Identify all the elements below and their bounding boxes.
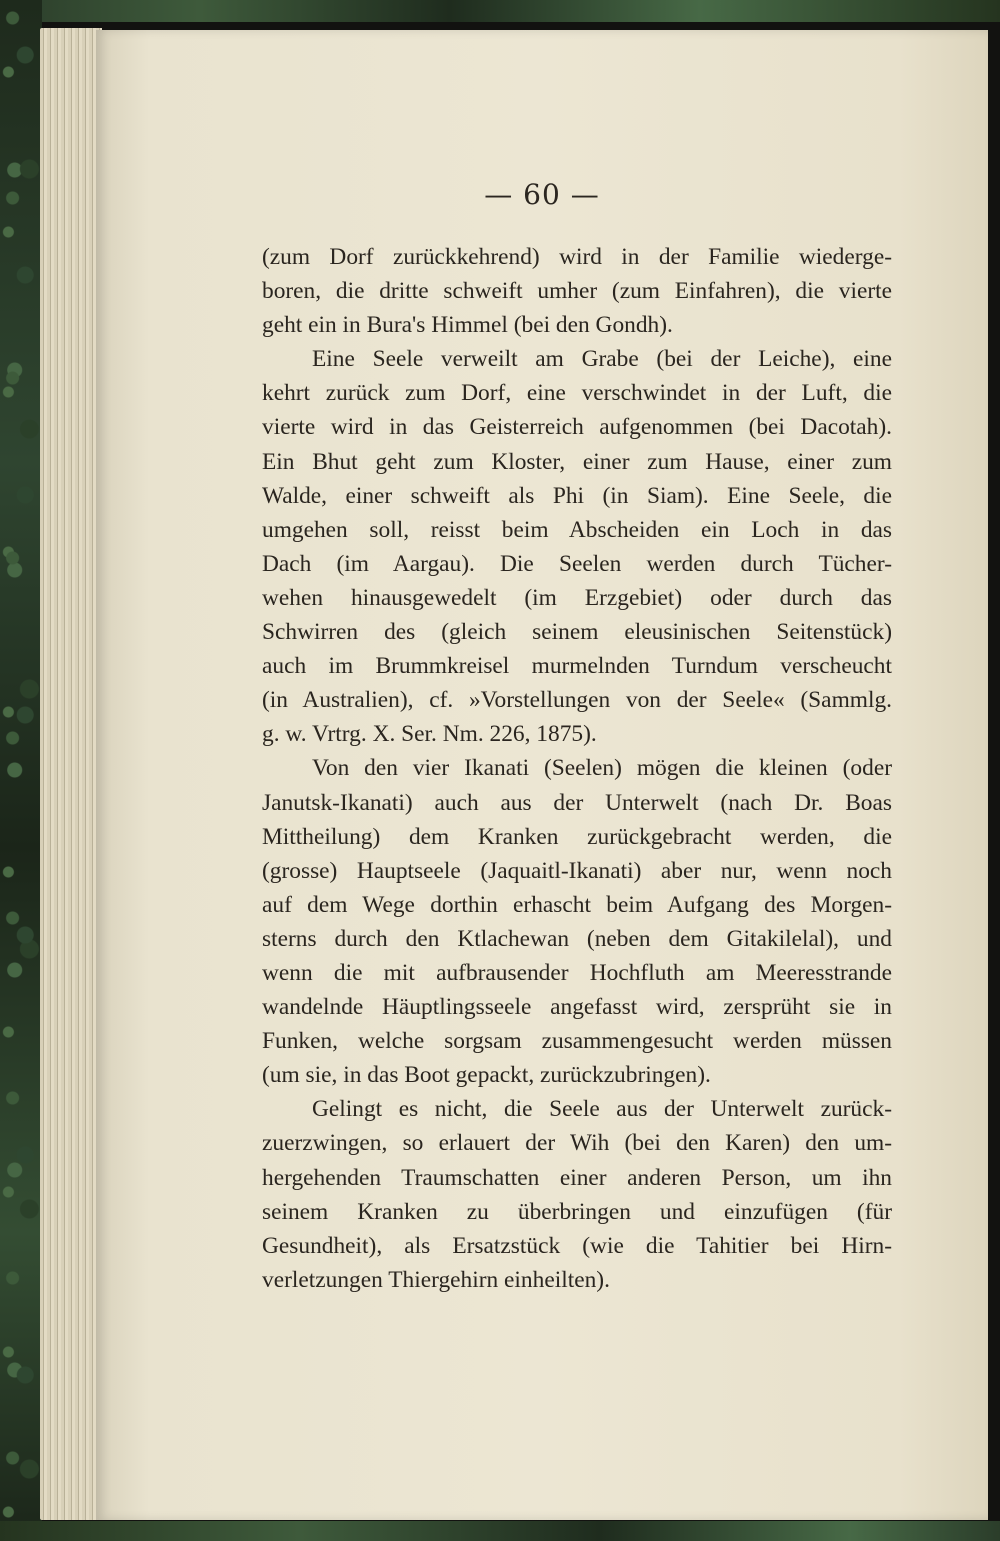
text-line: seinem Kranken zu überbringen und einzufügen (für (262, 1198, 892, 1225)
text-line: geht ein in Bura's Himmel (bei den Gondh). (262, 312, 673, 339)
text-line: Gesundheit), als Ersatzstück (wie die Tahitier bei Hirn- (262, 1232, 892, 1259)
page-edges (40, 28, 102, 1520)
text-line: umgehen soll, reisst beim Abscheiden ein Loch in das (262, 516, 892, 543)
text-line: auch im Brummkreisel murmelnden Turndum verscheucht (262, 653, 892, 680)
text-line: hergehenden Traumschatten einer anderen Person, um ihn (262, 1164, 892, 1191)
text-line: sterns durch den Ktlachewan (neben dem Gitakilelal), und (262, 925, 892, 952)
text-line: (zum Dorf zurückkehrend) wird in der Familie wiederge- (262, 244, 892, 270)
text-line: auf dem Wege dorthin erhascht beim Aufgang des Morgen- (262, 891, 892, 918)
text-line: Janutsk-Ikanati) auch aus der Unterwelt (nach Dr. Boas (262, 789, 892, 816)
text-line: Mittheilung) dem Kranken zurückgebracht werden, die (262, 823, 892, 850)
text-line: Schwirren des (gleich seinem eleusinischen Seitenstück) (262, 619, 892, 646)
text-line: Walde, einer schweift als Phi (in Siam). Eine Seele, die (262, 482, 892, 509)
text-line: Dach (im Aargau). Die Seelen werden durch Tücher- (262, 550, 892, 577)
text-line: Ein Bhut geht zum Kloster, einer zum Hause, einer zum (262, 448, 892, 475)
text-line: (grosse) Hauptseele (Jaquaitl-Ikanati) aber nur, wenn noch (262, 857, 892, 884)
text-line: zuerzwingen, so erlauert der Wih (bei den Karen) den um- (262, 1130, 892, 1157)
cover-board-bottom (0, 1521, 1000, 1541)
cover-board-top (0, 0, 1000, 22)
page-number: — 60 — (484, 178, 600, 211)
text-line: Funken, welche sorgsam zusammengesucht werden müssen (262, 1028, 892, 1055)
body-text (262, 240, 892, 1297)
text-line: wehen hinausgewedelt (im Erzgebiet) oder durch das (262, 584, 892, 611)
text-line: (in Australien), cf. »Vorstellungen von der Seele« (Sammlg. (262, 687, 892, 714)
text-line: boren, die dritte schweift umher (zum Einfahren), die vierte (262, 278, 892, 305)
text-line: wandelnde Häuptlingsseele angefasst wird, zersprüht sie in (262, 994, 892, 1021)
text-line: verletzungen Thiergehirn einheilten). (262, 1266, 610, 1293)
text-line: g. w. Vrtrg. X. Ser. Nm. 226, 1875). (262, 721, 597, 748)
marbled-cover-board (0, 0, 42, 1541)
text-line: Von den vier Ikanati (Seelen) mögen die kleinen (oder (312, 755, 892, 782)
text-line: (um sie, in das Boot gepackt, zurückzubringen). (262, 1062, 711, 1089)
text-line: Eine Seele verweilt am Grabe (bei der Leiche), eine (312, 346, 892, 373)
text-line: Gelingt es nicht, die Seele aus der Unterwelt zurück- (312, 1096, 892, 1123)
text-line: kehrt zurück zum Dorf, eine verschwindet in der Luft, die (262, 380, 892, 407)
text-line: wenn die mit aufbrausender Hochfluth am Meeresstrande (262, 959, 892, 986)
text-line: vierte wird in das Geisterreich aufgenommen (bei Dacotah). (262, 414, 892, 441)
